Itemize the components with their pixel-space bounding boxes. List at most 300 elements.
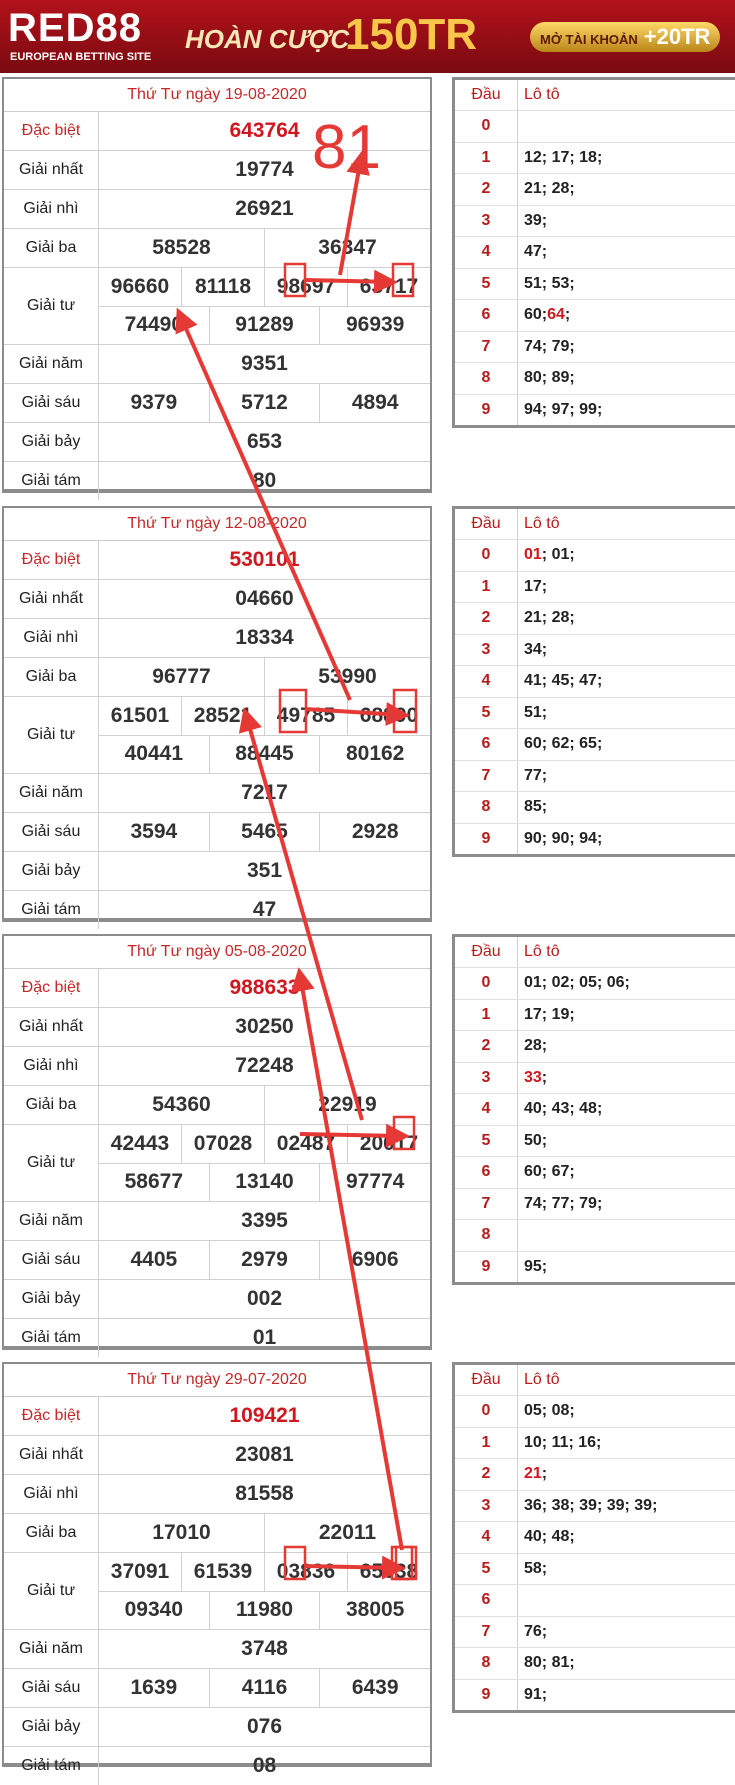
loto-values [518,572,735,603]
loto-highlight: 21 [524,1465,542,1483]
prize-label: Giải bảy [4,852,99,890]
prize-label: Giải năm [4,1202,99,1240]
prize-number: 42443 [110,1131,170,1155]
prize-number: 002 [246,1287,283,1310]
loto-text: 28; [524,1037,548,1055]
prize-values [99,384,430,422]
prize-number: 20017 [347,1125,430,1163]
loto-row [455,602,735,634]
prize-number: 01 [252,1326,277,1349]
loto-table [452,934,735,1285]
prize-number: 96939 [319,307,430,345]
loto-text: ; [541,1068,548,1086]
loto-text: ; [541,1465,548,1483]
prize-number: 53990 [264,658,430,696]
loto-row [455,1030,735,1062]
loto-highlight: 33 [524,1068,542,1086]
dau-digit: 6 [455,1157,518,1188]
loto-col-header: Lô tô [524,943,560,960]
dau-header: Đầu [455,1365,518,1395]
dau-digit: 0 [455,111,518,142]
prize-row [4,1397,430,1436]
prize-label: Giải nhất [4,1436,99,1474]
prize-number: 6439 [319,1669,430,1707]
loto-text: 74; 77; 79; [524,1194,603,1212]
loto-text: 17; [524,577,548,595]
prize-values [99,1397,430,1435]
loto-values [518,1428,735,1459]
prize-values [99,229,430,267]
prize-number: 5465 [209,813,320,851]
loto-values [518,666,735,697]
prize-row [4,1008,430,1047]
prize-values [99,619,430,657]
prize-number: 3748 [241,1637,288,1660]
loto-text: 60; 67; [524,1163,575,1181]
prize-number: 530101 [229,548,300,571]
loto-text: 95; [524,1257,548,1275]
prize-values [99,1047,430,1085]
dau-digit: 1 [455,143,518,174]
dau-digit: 7 [455,332,518,363]
prize-number: 63717 [347,268,430,306]
loto-table [452,77,735,428]
loto-values [518,143,735,174]
prize-row [4,1047,430,1086]
dau-digit: 6 [455,1585,518,1616]
loto-values [518,300,735,331]
loto-row [455,1395,735,1427]
loto-row [455,1458,735,1490]
brand-tagline: EUROPEAN BETTING SITE [10,51,152,63]
dau-digit: 1 [455,572,518,603]
loto-values [518,237,735,268]
prize-label: Giải ba [4,1514,99,1552]
loto-row [455,1427,735,1459]
prize-label: Giải sáu [4,1669,99,1707]
loto-row [455,697,735,729]
loto-text: ; [564,306,571,324]
prize-number: 3594 [130,820,178,843]
prize-row [4,1669,430,1708]
prize-subrow [99,306,430,345]
prize-values [99,580,430,618]
loto-values [518,792,735,823]
prize-number: 13140 [209,1164,320,1202]
loto-values [518,395,735,426]
loto-text: 51; [524,703,548,721]
prize-row [4,1241,430,1280]
prize-number: 9351 [241,352,288,375]
loto-col-header: Lô tô [524,1371,560,1388]
results-table [2,934,432,1350]
loto-values [518,1585,735,1616]
prize-values [99,541,430,579]
prize-number: 08 [252,1754,277,1777]
loto-row [455,1584,735,1616]
prize-label: Đặc biệt [4,1397,99,1435]
brand-logo: RED88 [8,6,142,50]
draw-date-title[interactable]: Thứ Tư ngày 29-07-2020 [4,1364,430,1397]
prize-label: Giải sáu [4,813,99,851]
prize-label: Giải nhì [4,619,99,657]
prize-number: 9379 [130,391,178,414]
prize-number: 96777 [152,665,211,688]
prize-number: 076 [246,1715,283,1738]
prize-row [4,190,430,229]
dau-digit: 2 [455,1459,518,1490]
loto-row [455,1553,735,1585]
dau-digit: 7 [455,761,518,792]
loto-text: 91; [524,1685,548,1703]
loto-values [518,1126,735,1157]
loto-text: 60; [524,306,548,324]
loto-values [518,1396,735,1427]
loto-row [455,1125,735,1157]
loto-values [518,635,735,666]
prize-row [4,229,430,268]
prize-values [99,697,430,773]
dau-header: Đầu [455,937,518,967]
prize-number: 58677 [124,1170,184,1194]
prize-number: 6906 [319,1241,430,1279]
prize-number: 37091 [110,1559,170,1583]
dau-digit: 6 [455,300,518,331]
prize-values [99,1241,430,1279]
prize-subrow [99,697,430,735]
dau-digit: 0 [455,540,518,571]
promo-amount: 150TR [345,10,478,59]
prize-number: 38005 [319,1592,430,1630]
prize-subrow [99,1163,430,1202]
prize-number: 81558 [235,1482,294,1505]
loto-row [455,110,735,142]
prize-number: 61501 [110,703,170,727]
loto-row [455,1093,735,1125]
loto-values [518,363,735,394]
prize-number: 351 [246,859,283,882]
prize-number: 58528 [152,236,211,259]
loto-row [455,173,735,205]
loto-row [455,394,735,426]
prize-number: 09340 [124,1598,184,1622]
prize-label: Giải năm [4,774,99,812]
prize-number: 47 [252,898,277,921]
dau-digit: 6 [455,729,518,760]
dau-header: Đầu [455,509,518,539]
prize-row [4,423,430,462]
dau-digit: 8 [455,792,518,823]
loto-table [452,1362,735,1713]
prize-label: Giải tư [4,268,99,344]
loto-text: 77; [524,766,548,784]
prize-number: 81118 [181,268,264,306]
prize-number: 74490 [124,313,184,337]
draw-date-title[interactable]: Thứ Tư ngày 12-08-2020 [4,508,430,541]
prize-row [4,658,430,697]
prize-number: 19774 [235,158,294,181]
prize-label: Giải tư [4,697,99,773]
dau-digit: 9 [455,824,518,855]
loto-text: 34; [524,640,548,658]
loto-text: 39; [524,211,548,229]
loto-text: ; 01; [541,546,575,564]
prize-number: 97774 [319,1164,430,1202]
loto-text: 85; [524,798,548,816]
loto-row [455,1156,735,1188]
prize-values [99,1319,430,1357]
loto-values [518,761,735,792]
prize-number: 7217 [241,781,288,804]
loto-values [518,1220,735,1251]
prize-number: 988633 [229,976,300,999]
prize-number: 28521 [181,697,264,735]
prize-label: Giải bảy [4,1280,99,1318]
cta-bonus: +20TR [643,24,711,49]
prize-number: 2979 [209,1241,320,1279]
loto-row [455,823,735,855]
loto-values [518,1000,735,1031]
prize-values [99,1630,430,1668]
loto-row [455,205,735,237]
prize-values [99,1436,430,1474]
loto-row [455,1521,735,1553]
prize-label: Giải nhất [4,1008,99,1046]
loto-text: 21; 28; [524,180,575,198]
prize-number: 26921 [235,197,294,220]
prize-values [99,852,430,890]
prize-values [99,462,430,500]
loto-row [455,142,735,174]
loto-values [518,824,735,855]
prize-number: 17010 [152,1521,211,1544]
prize-row [4,891,430,929]
prize-number: 80 [252,469,277,492]
loto-row [455,1062,735,1094]
loto-row [455,665,735,697]
prize-number: 2928 [319,813,430,851]
prize-label: Đặc biệt [4,112,99,150]
prize-label: Giải nhì [4,1475,99,1513]
loto-text: 17; 19; [524,1005,575,1023]
loto-values [518,174,735,205]
loto-values [518,1063,735,1094]
draw-date-title[interactable]: Thứ Tư ngày 05-08-2020 [4,936,430,969]
prize-label: Giải tám [4,1319,99,1357]
dau-digit: 1 [455,1000,518,1031]
loto-text: 01; 02; 05; 06; [524,974,630,992]
prize-values [99,1008,430,1046]
prize-number: 61539 [181,1553,264,1591]
prize-values [99,1708,430,1746]
prize-number: 65038 [347,1553,430,1591]
prize-number: 22919 [264,1086,430,1124]
draw-date-title[interactable]: Thứ Tư ngày 19-08-2020 [4,79,430,112]
loto-text: 58; [524,1559,548,1577]
dau-digit: 4 [455,1094,518,1125]
dau-digit: 9 [455,1252,518,1283]
prize-values [99,969,430,1007]
loto-text: 36; 38; 39; 39; 39; [524,1496,658,1514]
prize-number: 72248 [235,1054,294,1077]
loto-text: 90; 90; 94; [524,829,603,847]
loto-text: 51; 53; [524,274,575,292]
prize-label: Giải nhì [4,190,99,228]
loto-text: 80; 89; [524,369,575,387]
prize-values [99,658,430,696]
prize-number: 96660 [110,274,170,298]
loto-highlight: 01 [524,546,542,564]
loto-values [518,1252,735,1283]
prize-values [99,345,430,383]
loto-row [455,331,735,363]
prize-row [4,541,430,580]
loto-row [455,634,735,666]
prize-row [4,345,430,384]
prize-label: Giải bảy [4,423,99,461]
loto-table [452,506,735,857]
prize-label: Giải ba [4,1086,99,1124]
loto-row [455,999,735,1031]
loto-text: 21; 28; [524,609,575,627]
loto-values [518,1554,735,1585]
prize-number: 54360 [152,1093,211,1116]
prize-label: Giải nhất [4,151,99,189]
loto-text: 47; [524,243,548,261]
prize-label: Giải năm [4,1630,99,1668]
prize-label: Đặc biệt [4,969,99,1007]
loto-row [455,1219,735,1251]
annotation-note: 81 [312,113,381,182]
prize-subrow [99,1553,430,1591]
prize-number: 3395 [241,1209,288,1232]
prize-row [4,580,430,619]
dau-digit: 5 [455,1126,518,1157]
prize-number: 02487 [264,1125,347,1163]
prize-row [4,384,430,423]
dau-digit: 4 [455,237,518,268]
prize-row [4,1202,430,1241]
prize-values [99,190,430,228]
loto-row [455,1616,735,1648]
prize-values [99,1514,430,1552]
loto-text: 05; 08; [524,1402,575,1420]
loto-values [518,1189,735,1220]
loto-text: 40; 43; 48; [524,1100,603,1118]
prize-row [4,268,430,345]
dau-digit: 8 [455,1648,518,1679]
prize-row [4,1436,430,1475]
prize-label: Giải tư [4,1125,99,1201]
dau-digit: 2 [455,174,518,205]
prize-label: Giải nhất [4,580,99,618]
prize-row [4,1319,430,1357]
prize-label: Giải nhì [4,1047,99,1085]
prize-values [99,1086,430,1124]
prize-row [4,1514,430,1553]
prize-values [99,1202,430,1240]
prize-row [4,1708,430,1747]
loto-values [518,729,735,760]
prize-number: 88445 [209,736,320,774]
loto-values [518,603,735,634]
prize-label: Giải tư [4,1553,99,1629]
dau-digit: 3 [455,206,518,237]
loto-values [518,1522,735,1553]
prize-label: Giải sáu [4,1241,99,1279]
dau-digit: 0 [455,1396,518,1427]
prize-row [4,697,430,774]
loto-text: 12; 17; 18; [524,148,603,166]
prize-number: 11980 [209,1592,320,1630]
loto-row [455,1251,735,1283]
loto-row [455,791,735,823]
dau-digit: 2 [455,1031,518,1062]
prize-row [4,1553,430,1630]
dau-digit: 1 [455,1428,518,1459]
dau-digit: 8 [455,1220,518,1251]
prize-number: 4405 [130,1248,178,1271]
prize-label: Giải tám [4,1747,99,1785]
prize-row [4,462,430,500]
dau-digit: 4 [455,666,518,697]
prize-number: 04660 [235,587,294,610]
prize-label: Giải bảy [4,1708,99,1746]
prize-values [99,1553,430,1629]
loto-row [455,967,735,999]
dau-digit: 3 [455,1491,518,1522]
prize-number: 40441 [124,742,184,766]
prize-subrow [99,735,430,774]
loto-values [518,332,735,363]
loto-values [518,1031,735,1062]
prize-number: 4116 [209,1669,320,1707]
loto-values [518,1648,735,1679]
loto-row [455,1679,735,1711]
loto-col-header: Lô tô [524,515,560,532]
loto-values [518,111,735,142]
prize-row [4,852,430,891]
prize-values [99,891,430,929]
prize-label: Đặc biệt [4,541,99,579]
dau-digit: 8 [455,363,518,394]
loto-values [518,1094,735,1125]
prize-values [99,1475,430,1513]
loto-row [455,728,735,760]
dau-digit: 9 [455,395,518,426]
dau-digit: 3 [455,635,518,666]
prize-subrow [99,268,430,306]
loto-header [455,509,735,539]
prize-number: 653 [246,430,283,453]
cta-label: MỞ TÀI KHOẢN [540,32,638,47]
prize-row [4,1747,430,1785]
prize-values [99,268,430,344]
prize-values [99,423,430,461]
loto-text: 94; 97; 99; [524,400,603,418]
loto-text: 40; 48; [524,1528,575,1546]
loto-values [518,269,735,300]
prize-subrow [99,1125,430,1163]
prize-row [4,1475,430,1514]
prize-number: 30250 [235,1015,294,1038]
loto-row [455,760,735,792]
promo-banner[interactable] [0,0,735,73]
loto-text: 10; 11; 16; [524,1433,602,1451]
loto-text: 74; 79; [524,337,575,355]
open-account-button[interactable] [530,22,720,52]
loto-values [518,540,735,571]
